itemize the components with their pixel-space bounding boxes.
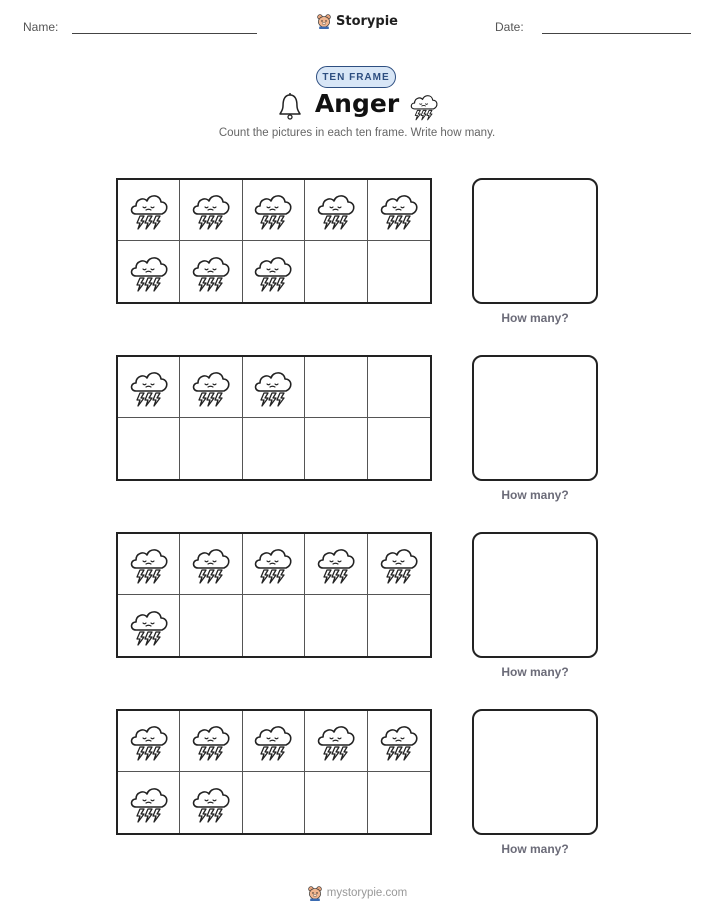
how-many-label: How many? [501, 665, 569, 679]
ten-frame-cell [368, 418, 430, 479]
storm-cloud-icon [251, 188, 295, 232]
ten-frame [116, 355, 432, 481]
storm-cloud-icon [189, 781, 233, 825]
storm-cloud-icon [377, 719, 421, 763]
ten-frame [116, 532, 432, 658]
footer-url: mystorypie.com [326, 887, 408, 899]
storm-cloud-icon [314, 542, 358, 586]
storm-cloud-icon [127, 604, 171, 648]
ten-frame-cell [305, 180, 367, 241]
ten-frame-cell [180, 711, 242, 772]
ten-frame-cell [305, 357, 367, 418]
ten-frame-cell [368, 357, 430, 418]
ten-frame-cell [305, 711, 367, 772]
ten-frame-cell [118, 241, 180, 302]
ten-frame-cell [180, 772, 242, 833]
answer-box[interactable] [472, 355, 598, 481]
answer-box[interactable] [472, 532, 598, 658]
ten-frame-cell [118, 534, 180, 595]
storm-cloud-icon [408, 90, 440, 122]
ten-frame [116, 709, 432, 835]
storm-cloud-icon [314, 719, 358, 763]
ten-frame-cell [368, 534, 430, 595]
ten-frame-cell [180, 241, 242, 302]
storm-cloud-icon [189, 542, 233, 586]
ten-frame-cell [368, 241, 430, 302]
answer-box[interactable] [472, 709, 598, 835]
date-line[interactable] [542, 33, 691, 34]
storm-cloud-icon [127, 719, 171, 763]
ten-frame-cell [243, 241, 305, 302]
ten-frame-cell [368, 711, 430, 772]
storm-cloud-icon [251, 719, 295, 763]
date-label: Date: [495, 20, 524, 34]
how-many-label: How many? [501, 311, 569, 325]
ten-frame-cell [180, 180, 242, 241]
name-label: Name: [23, 20, 59, 34]
brand-logo [0, 12, 714, 30]
ten-frame-cell [305, 534, 367, 595]
ten-frame-cell [243, 711, 305, 772]
storm-cloud-icon [377, 542, 421, 586]
brand-name: Storypie [336, 13, 398, 29]
answer-box[interactable] [472, 178, 598, 304]
ten-frame-badge: TEN FRAME [316, 66, 396, 88]
ten-frame-cell [368, 180, 430, 241]
ten-frame-cell [118, 772, 180, 833]
storm-cloud-icon [189, 188, 233, 232]
ten-frame-cell [243, 772, 305, 833]
ten-frame-cell [118, 357, 180, 418]
ten-frame-cell [305, 241, 367, 302]
storm-cloud-icon [127, 365, 171, 409]
ten-frame-cell [180, 357, 242, 418]
storm-cloud-icon [377, 188, 421, 232]
ten-frame-cell [243, 418, 305, 479]
ten-frame-cell [118, 595, 180, 656]
storm-cloud-icon [251, 365, 295, 409]
ten-frame-cell [180, 595, 242, 656]
storm-cloud-icon [189, 719, 233, 763]
ten-frame-cell [243, 180, 305, 241]
ten-frame-cell [368, 772, 430, 833]
storm-cloud-icon [127, 781, 171, 825]
storm-cloud-icon [251, 542, 295, 586]
ten-frame-cell [118, 180, 180, 241]
ten-frame-cell [368, 595, 430, 656]
storm-cloud-icon [127, 188, 171, 232]
ten-frame-cell [305, 772, 367, 833]
ten-frame-cell [118, 711, 180, 772]
instructions: Count the pictures in each ten frame. Write how many. [218, 127, 496, 139]
page-title: Anger [314, 89, 400, 118]
ten-frame [116, 178, 432, 304]
ten-frame-cell [243, 357, 305, 418]
ten-frame-cell [243, 595, 305, 656]
bear-mascot-icon [316, 12, 332, 30]
ten-frame-cell [305, 418, 367, 479]
bear-mascot-icon [307, 884, 323, 902]
storm-cloud-icon [251, 250, 295, 294]
how-many-label: How many? [501, 488, 569, 502]
ten-frame-cell [118, 418, 180, 479]
ten-frame-cell [305, 595, 367, 656]
ten-frame-cell [180, 418, 242, 479]
footer [0, 884, 714, 902]
storm-cloud-icon [314, 188, 358, 232]
storm-cloud-icon [189, 250, 233, 294]
how-many-label: How many? [501, 842, 569, 856]
ten-frame-cell [243, 534, 305, 595]
name-line[interactable] [72, 33, 257, 34]
storm-cloud-icon [189, 365, 233, 409]
storm-cloud-icon [127, 542, 171, 586]
ten-frame-cell [180, 534, 242, 595]
storm-cloud-icon [127, 250, 171, 294]
